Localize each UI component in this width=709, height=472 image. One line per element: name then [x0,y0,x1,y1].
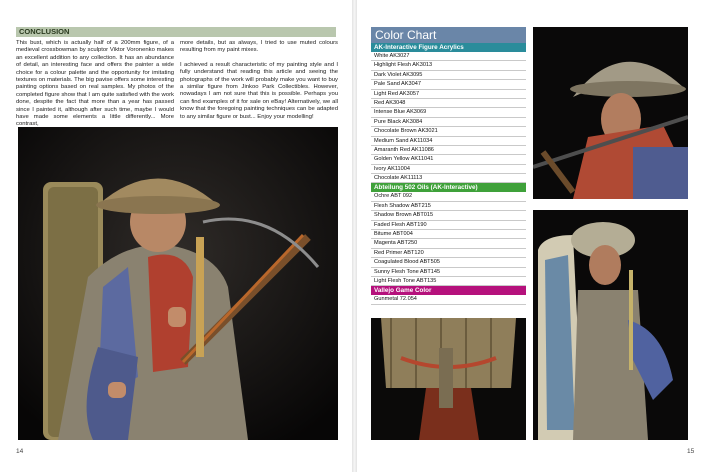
color-chart-groups [371,43,526,305]
color-chart-row: White AK3027 [371,52,526,61]
color-chart-row: Golden Yellow AK11041 [371,155,526,164]
page-number: 14 [16,448,24,455]
color-chart-row: Faded Flesh ABT190 [371,221,526,230]
color-group-heading: Abteilung 502 Oils (AK-Interactive) [371,183,526,192]
color-chart-row: Light Flesh Tone ABT135 [371,277,526,286]
helmet-bust-photo [533,27,688,199]
color-chart-row: Magenta ABT250 [371,239,526,248]
color-chart-row: Intense Blue AK3069 [371,108,526,117]
main-bust-photo [18,127,338,440]
color-chart-row: Medium Sand AK11034 [371,137,526,146]
color-chart-row: Dark Violet AK3095 [371,71,526,80]
color-chart-row: Ochre ABT 092 [371,192,526,201]
article-paragraph: I achieved a result characteristic of my painting style and I fully understand that reading this article and seeing the photographs of the work will probably make you want to buy a similar figure from Jinkoo Park Collectibles. However, nowadays I am not sure that this is possible. Perhaps you can find examples of it for sale on eBay! Alternatively, we all know that the foregoing painting techniques can be adapted to any similar figure or bust... Enjoy your modelling! [180,61,338,120]
color-chart-row: Shadow Brown ABT015 [371,211,526,220]
color-chart-row: Red AK3048 [371,99,526,108]
section-heading: CONCLUSION [16,27,336,37]
color-chart-row: Chocolate AK11113 [371,174,526,183]
pavise-bust-photo [533,210,688,440]
color-chart-row: Coagulated Blood ABT505 [371,258,526,267]
color-chart-row: Red Primer ABT120 [371,249,526,258]
color-chart-row: Amaranth Red AK11086 [371,146,526,155]
color-group-heading: Vallejo Game Color [371,286,526,295]
color-chart-row: Bitume ABT004 [371,230,526,239]
article-paragraph: This bust, which is actually half of a 200mm figure, of a medieval crossbowman by sculptor Viktor Voronenko makes an excellent addition to any collection. It has an abundance of detail, an interesting face and offers the painter a wide choice for a colour palette and the opportunity for imitating textures on materials. The big pavise offers some interesting painting options based on real samples. My photos of the completed figure show that I am quite satisfied with the work done, despite the fact that more than a year has passed since I painted it, although after such time, maybe I would have made some elements a little differently... More contrast, [16,40,174,128]
color-chart-row: Light Red AK3057 [371,90,526,99]
color-chart-row: Pale Sand AK3047 [371,80,526,89]
page-number: 15 [687,448,695,455]
article-column-1 [16,40,174,129]
color-chart-row: Gunmetal 72.054 [371,295,526,304]
color-chart-row: Flesh Shadow ABT215 [371,202,526,211]
article-paragraph: more details, but as always, I tried to use muted colours resulting from my paint mixes. [180,40,338,54]
color-chart-row: Highlight Flesh AK3013 [371,61,526,70]
color-chart-row: Ivory AK11004 [371,165,526,174]
color-chart [371,27,526,310]
color-chart-row: Pure Black AK3084 [371,118,526,127]
color-chart-title: Color Chart [371,27,526,43]
color-chart-row: Sunny Flesh Tone ABT145 [371,268,526,277]
color-group-heading: AK-Interactive Figure Acrylics [371,43,526,52]
bust-base-photo [371,318,526,440]
article-column-2 [180,40,338,121]
color-chart-row: Chocolate Brown AK3021 [371,127,526,136]
left-page [0,0,352,472]
